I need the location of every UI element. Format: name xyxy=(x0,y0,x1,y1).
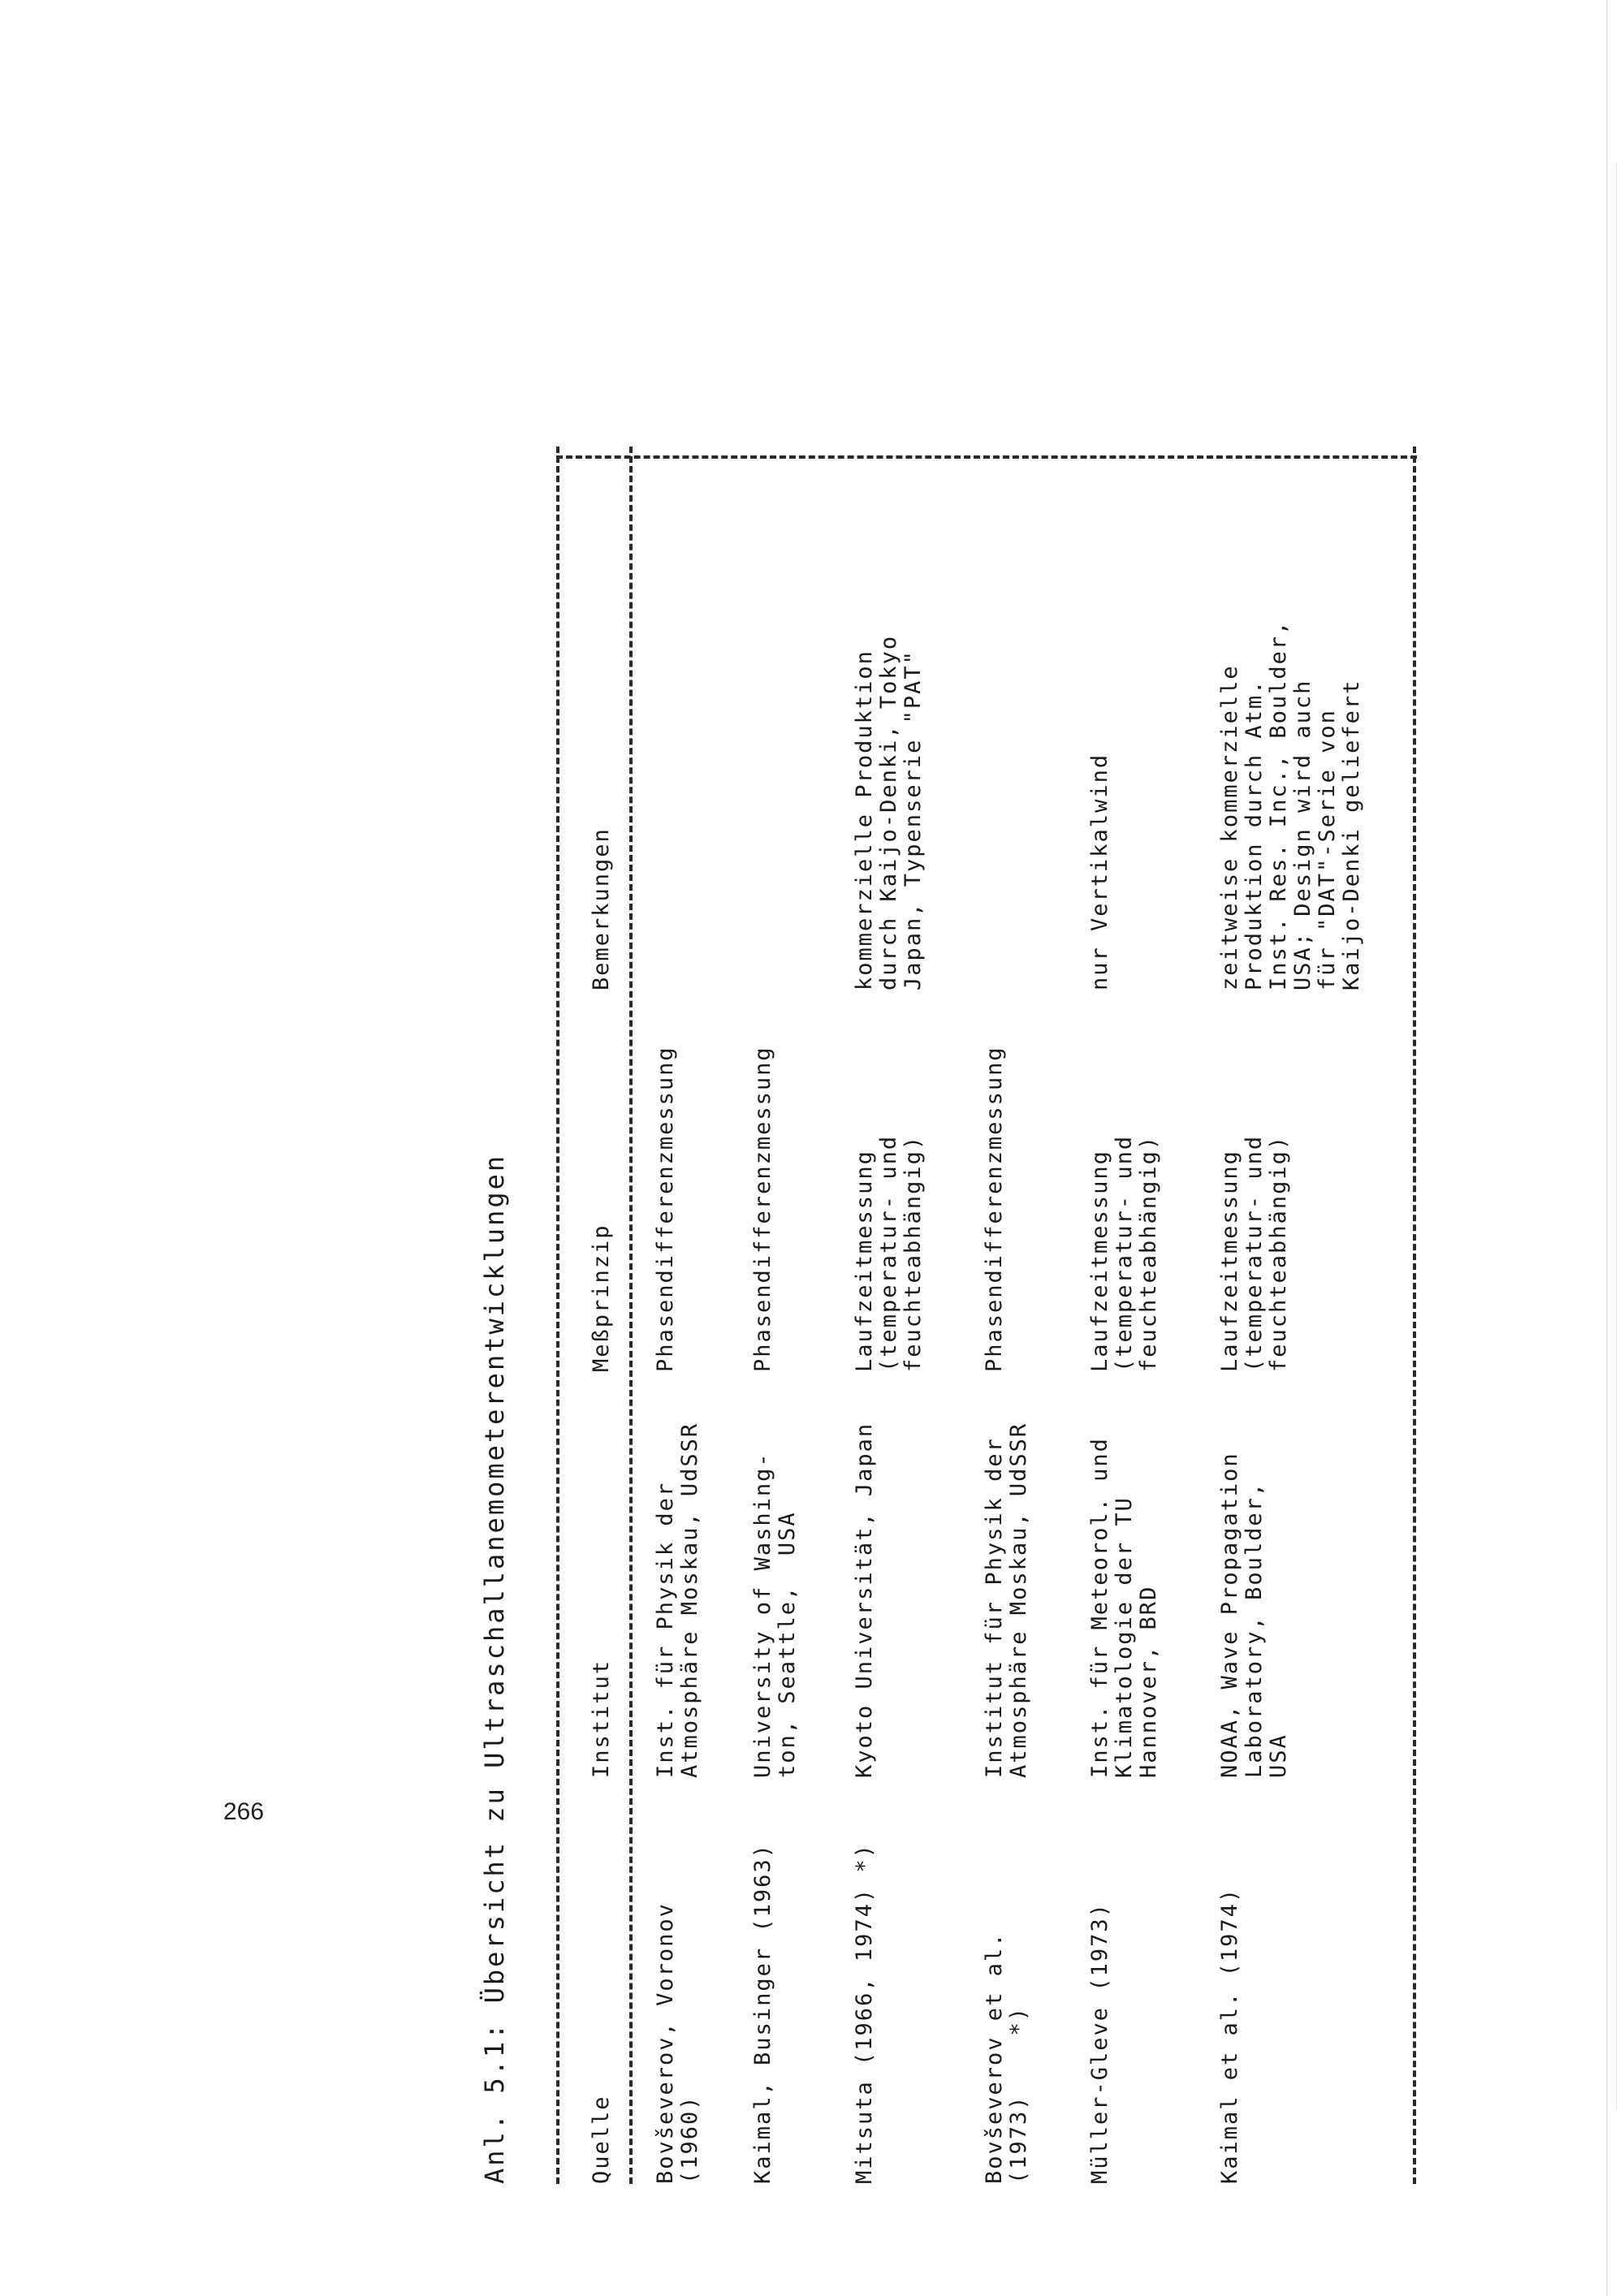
cell-quelle: Bovševerov, Voronov (1960) xyxy=(653,1902,702,2184)
table-end-rule xyxy=(556,455,1417,459)
cell-messprinzip: Phasendifferenzmessung xyxy=(750,1046,775,1372)
scan-edge-line xyxy=(1616,162,1617,2111)
cell-institut: Inst. für Physik der Atmosphäre Moskau, UdSSR xyxy=(653,1422,702,1778)
top-rule xyxy=(556,447,559,2184)
cell-institut: NOAA, Wave Propagation Laboratory, Boulder, USA xyxy=(1217,1452,1291,1778)
cell-institut: University of Washing- ton, Seattle, USA xyxy=(750,1452,800,1778)
bottom-rule xyxy=(1413,447,1416,2184)
cell-messprinzip: Laufzeitmessung (temperatur- und feuchteabhängig) xyxy=(1087,1134,1161,1372)
cell-bemerkungen: zeitweise kommerzielle Produktion durch Atm. Inst. Res. Inc., Boulder, USA; Design wird auch für "DAT"-Serie von Kaijo-Denki geliefert xyxy=(1217,619,1364,990)
header-rule xyxy=(629,447,633,2184)
cell-messprinzip: Phasendifferenzmessung xyxy=(982,1046,1007,1372)
cell-quelle: Müller-Gleve (1973) xyxy=(1087,1902,1112,2184)
cell-quelle: Kaimal, Businger (1963) xyxy=(750,1843,775,2184)
cell-quelle: Kaimal et al. (1974) xyxy=(1217,1887,1242,2184)
rotated-table-block xyxy=(479,447,1421,2184)
cell-quelle: Bovševerov et al. (1973) *) xyxy=(982,1931,1031,2184)
header-quelle: Quelle xyxy=(589,2095,614,2184)
scan-edge-line xyxy=(1606,0,1608,2296)
cell-institut: Kyoto Universität, Japan xyxy=(852,1422,877,1778)
header-institut: Institut xyxy=(589,1659,614,1778)
header-messprinzip: Meßprinzip xyxy=(589,1224,614,1372)
cell-messprinzip: Laufzeitmessung (temperatur- und feuchteabhängig) xyxy=(1217,1134,1291,1372)
cell-messprinzip: Laufzeitmessung (temperatur- und feuchteabhängig) xyxy=(852,1134,926,1372)
cell-bemerkungen: nur Vertikalwind xyxy=(1087,753,1112,990)
cell-institut: Inst. für Meteorol. und Klimatologie der TU Hannover, BRD xyxy=(1087,1437,1161,1778)
cell-bemerkungen: kommerzielle Produktion durch Kaijo-Denki, Tokyo Japan, Typenserie "PAT" xyxy=(852,634,926,990)
page-number: 266 xyxy=(223,1798,265,1825)
table-title: Anl. 5.1: Übersicht zu Ultraschallanemometerentwicklungen xyxy=(479,1153,510,2184)
header-bemerkungen: Bemerkungen xyxy=(589,827,614,990)
cell-institut: Institut für Physik der Atmosphäre Moskau, UdSSR xyxy=(982,1422,1031,1778)
cell-quelle: Mitsuta (1966, 1974) *) xyxy=(852,1843,877,2184)
cell-messprinzip: Phasendifferenzmessung xyxy=(653,1046,678,1372)
